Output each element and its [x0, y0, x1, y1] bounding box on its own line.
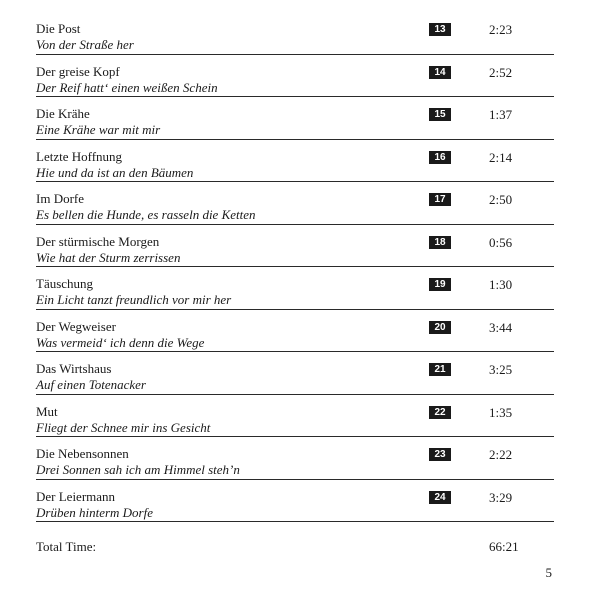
track-duration: 2:14 — [489, 149, 513, 165]
track-number-badge: 15 — [429, 108, 451, 121]
track-number-badge: 20 — [429, 321, 451, 334]
track-row — [36, 97, 554, 140]
track-title: Der greise Kopf — [36, 63, 120, 79]
track-subtitle: Der Reif hatt‘ einen weißen Schein — [36, 79, 218, 95]
track-row — [36, 352, 554, 395]
track-subtitle: Eine Krähe war mit mir — [36, 122, 161, 137]
track-subtitle: Fliegt der Schnee mir ins Gesicht — [36, 419, 211, 435]
track-number-badge: 22 — [429, 406, 451, 419]
total-time-row — [36, 522, 554, 566]
track-duration: 3:29 — [489, 489, 513, 505]
track-duration: 3:25 — [489, 362, 513, 377]
track-title: Täuschung — [36, 276, 94, 291]
track-duration: 1:30 — [489, 277, 513, 292]
track-duration: 2:22 — [489, 447, 513, 462]
track-duration: 2:52 — [489, 64, 513, 80]
track-number-badge: 19 — [429, 278, 451, 291]
track-title: Der Leiermann — [36, 488, 116, 504]
track-title: Mut — [36, 403, 58, 419]
track-subtitle: Es bellen die Hunde, es rasseln die Ketten — [36, 207, 256, 222]
track-row — [36, 182, 554, 225]
track-number-badge: 14 — [429, 66, 451, 79]
track-subtitle: Was vermeid‘ ich denn die Wege — [36, 334, 205, 350]
track-title: Das Wirtshaus — [36, 361, 112, 376]
track-title: Die Nebensonnen — [36, 446, 129, 461]
track-subtitle: Auf einen Totenacker — [36, 377, 146, 392]
track-subtitle: Von der Straße her — [36, 37, 134, 52]
track-row — [36, 437, 554, 480]
track-row — [36, 480, 554, 523]
track-duration: 3:44 — [489, 319, 513, 335]
track-number-badge: 18 — [429, 236, 451, 249]
track-row — [36, 267, 554, 310]
track-title: Die Krähe — [36, 106, 90, 121]
track-subtitle: Wie hat der Sturm zerrissen — [36, 249, 181, 265]
track-subtitle: Hie und da ist an den Bäumen — [36, 164, 194, 180]
track-number-badge: 21 — [429, 363, 451, 376]
track-subtitle: Drüben hinterm Dorfe — [36, 504, 153, 520]
track-title: Der stürmische Morgen — [36, 233, 160, 249]
track-duration: 0:56 — [489, 234, 513, 250]
track-title: Der Wegweiser — [36, 318, 116, 334]
track-list — [36, 12, 554, 566]
total-time-label: Total Time: — [36, 539, 97, 554]
track-row — [36, 310, 554, 353]
track-title: Die Post — [36, 21, 81, 36]
track-number-badge: 23 — [429, 448, 451, 461]
track-subtitle: Drei Sonnen sah ich am Himmel steh’n — [36, 462, 240, 477]
track-duration: 1:35 — [489, 404, 513, 420]
track-duration: 2:23 — [489, 22, 513, 37]
page-number: 5 — [545, 565, 552, 580]
track-row — [36, 225, 554, 268]
track-number-badge: 24 — [429, 491, 451, 504]
track-subtitle: Ein Licht tanzt freundlich vor mir her — [36, 292, 232, 307]
total-time-value: 66:21 — [489, 539, 519, 554]
track-row — [36, 395, 554, 438]
track-number-badge: 13 — [429, 23, 451, 36]
track-title: Letzte Hoffnung — [36, 148, 123, 164]
track-number-badge: 16 — [429, 151, 451, 164]
track-duration: 1:37 — [489, 107, 513, 122]
track-row — [36, 140, 554, 183]
track-row — [36, 12, 554, 55]
track-title: Im Dorfe — [36, 191, 85, 206]
track-number-badge: 17 — [429, 193, 451, 206]
track-duration: 2:50 — [489, 192, 513, 207]
track-row — [36, 55, 554, 98]
